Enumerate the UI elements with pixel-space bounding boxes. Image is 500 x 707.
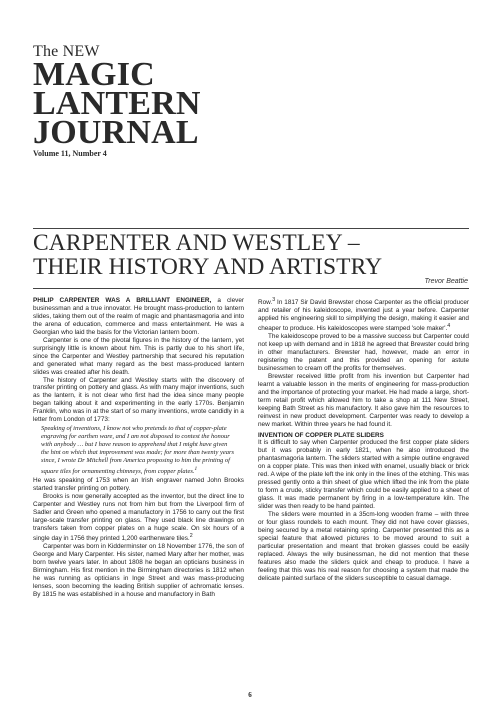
masthead-the-new: The NEW [33,43,100,60]
paragraph: It is difficult to say when Carpenter produced the first copper plate sliders but it was probably in early 1821, when he also introduced the phantasmagoria lantern. The sliders started with a simple outline engraved on a copper plate. This was then inked with enamel, usually black or brick red. A wipe of the plate left the ink only in the lines of the etching. This was pressed gently onto a thin sheet of glue which lifted the ink from the plate to form a crude, sticky transfer which could be easily applied to a sheet of glass. It was made permanent by firing in a low-temperature kiln. The slider was then ready to be hand painted. [258,439,469,511]
paragraph-text: a clever businessman and a true innovator. He brought mass-production to lantern slides, taking them out of the realm of magic and phantasmagoria and into the arena of education, commerce and mass entertainment. He was a Georgian who laid the basis for the Victorian lantern boom. [33,297,244,336]
quote-text: Speaking of inventions, I know not who pretends to that of copper-plate engraving for earthen ware, and I am not disposed to contest the honour with anybody … but I have reason to apprehend that I might have given the hint on which that improvement was made; for more than twenty years since, I wrote Dr Mitchell from America proposing to him the printing of square tiles for ornamenting chimneys, from copper plates. [41,425,235,476]
footnote-ref: 2 [189,533,193,540]
paragraph [33,493,244,543]
footnote-ref: 1 [194,466,198,473]
paragraph-text: Brooks is now generally accepted as the inventor, but the direct line to Carpenter and Westley runs not from him but from the Liverpool firm of Sadler and Green who opened a manufactory in 1756 to carry out the first large-scale transfer printing on glass. They used black line drawings on transfers taken from copper plates on a huge scale. On six hours of a single day in 1756 they printed 1,200 earthenware tiles. [33,493,244,543]
article-title-line1: CARPENTER AND WESTLEY – [33,230,360,256]
footnote-ref: 4 [447,322,451,329]
paragraph: The kaleidoscope proved to be a massive success but Carpenter could not keep up with demand and in 1818 he agreed that Brewster could bring in other manufacturers. Brewster had, however, made an error in registering the patent and this provided an opening for astute businessmen to cream off the profits for themselves. [258,333,469,372]
paragraph-text: In 1817 Sir David Brewster chose Carpenter as the official producer and retailer of his kaleidoscope, invented just a year before. Carpenter applied his engineering skill to simplifying the design, making it easier and cheaper to produce. His kaleidoscopes were stamped 'sole maker'. [258,299,469,333]
paragraph [258,297,469,333]
page-number: 6 [248,691,252,699]
right-column [258,297,469,689]
masthead-magic: MAGIC [33,56,155,93]
section-heading: INVENTION OF COPPER PLATE SLIDERS [258,431,384,439]
title-top-rule [33,228,469,229]
article-author: Trevor Beattie [424,278,468,285]
paragraph [33,297,244,337]
paragraph: The history of Carpenter and Westley starts with the discovery of transfer printing on pottery and glass. As with many major inventions, such as the lantern, it is not clear who first had the idea since many people began talking about it and experimenting in the early 1770s. Benjamin Franklin, who was in at the start of so many inventions, wrote candidly in a letter from London of 1773: [33,376,244,424]
article-title-line2: THEIR HISTORY AND ARTISTRY [33,254,383,280]
masthead-volume: Volume 11, Number 4 [33,149,107,158]
paragraph: Brewster received little profit from his invention but Carpenter had learnt a valuable lesson in the merits of engineering for mass-production and the importance of protecting your market. He had made a large, short-term retail profit which allowed him to take a shop at 111 New Street, keeping Bath Street as his manufactory. It also gave him the resources to reinvest in new product development. Carpenter was ready to develop a new market. Within three years he had found it. [258,372,469,428]
paragraph: He was speaking of 1753 when an Irish engraver named John Brooks started transfer printing on pottery. [33,477,244,493]
lead-in: PHILIP CARPENTER WAS A BRILLIANT ENGINEER, [33,297,212,304]
masthead-journal: JOURNAL [33,114,199,151]
article-title [33,231,469,279]
paragraph-text: Row. [258,299,273,307]
title-bottom-rule [33,288,469,289]
footnote-ref: 3 [272,297,276,303]
masthead-lantern: LANTERN [33,85,201,122]
left-column [33,297,244,689]
franklin-quote [41,425,236,476]
paragraph: The sliders were mounted in a 35cm-long wooden frame – with three or four glass roundels to each mount. They did not have cover glasses, being secured by a metal retaining spring. Carpenter presented this as a special feature that allowed pictures to be moved around to suit a particular presentation and meant that broken glasses could be easily replaced. Always the wily businessman, he did not mention that these features also made the sliders quick and cheap to produce. I have a feeling that this was his real reason for choosing a system that made the delicate painted surface of the sliders susceptible to casual damage. [258,511,469,582]
paragraph: Carpenter was born in Kidderminster on 18 November 1776, the son of George and Mary Carpenter. His sister, named Mary after her mother, was born twelve years later. In about 1808 he began an opticians business in Birmingham. His first mention in the Birmingham directories is 1812 when he was running as opticians in Inge Street and was mass-producing lenses, soon becoming the leading British supplier of achromatic lenses. By 1815 he was established in a house and manufactory in Bath [33,543,244,598]
paragraph: Carpenter is one of the pivotal figures in the history of the lantern, yet surprisingly little is known about him. This is partly due to his short life, since the Carpenter and Westley partnership that secured his reputation and generated what many regard as the best mass-produced lantern slides was created after his death. [33,336,244,376]
masthead [33,44,233,159]
